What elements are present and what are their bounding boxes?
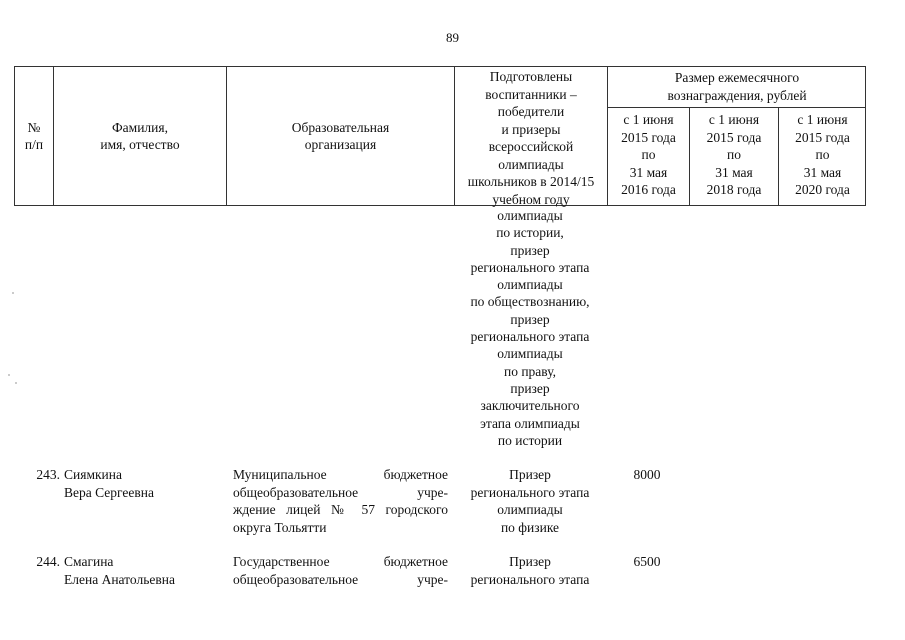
table-row: [0, 553, 905, 593]
header-award: Подготовлены воспитанники – победители и призеры всероссийской олимпиады школьников в 2014/15 учебном году: [467, 69, 595, 207]
scan-speck: [8, 374, 10, 376]
award-continuation: олимпиады по истории, призер регионального этапа олимпиады по обществознанию, призер регионального этапа олимпиады по праву, призер заключительного этапа олимпиады по истории: [470, 208, 590, 448]
scan-speck: [15, 382, 17, 384]
header-period-2016: с 1 июня 2015 года по 31 мая 2016 года: [621, 112, 676, 197]
award-description: Призер регионального этапа: [470, 554, 590, 587]
header-period-2018: с 1 июня 2015 года по 31 мая 2018 года: [706, 112, 762, 197]
row-number: 244.: [36, 554, 60, 569]
scan-speck: [12, 292, 14, 294]
table-header: [14, 66, 866, 206]
page-number: 89: [446, 30, 459, 45]
header-org: Образовательная организация: [291, 119, 390, 152]
organization: Государственное бюджетное общеобразовательное учре-: [233, 554, 448, 587]
header-num: № п/п: [24, 119, 44, 152]
award-description: Призер регионального этапа олимпиады по физике: [470, 467, 590, 535]
header-name: Фамилия, имя, отчество: [100, 119, 180, 152]
row-number: 243.: [36, 467, 60, 482]
organization: Муниципальное бюджетное общеобразовательное учре- ждение лицей № 57 городского округа Тольятти: [233, 467, 448, 535]
header-period-2020: с 1 июня 2015 года по 31 мая 2020 года: [795, 112, 850, 197]
monthly-amount: 6500: [633, 554, 661, 569]
monthly-amount: 8000: [633, 467, 661, 482]
row-divider: [607, 107, 865, 108]
table-row: [0, 466, 905, 546]
person-name: Сиямкина Вера Сергеевна: [64, 467, 154, 500]
header-payment: Размер ежемесячного вознаграждения, рублей: [667, 70, 807, 103]
person-name: Смагина Елена Анатольевна: [64, 554, 175, 587]
